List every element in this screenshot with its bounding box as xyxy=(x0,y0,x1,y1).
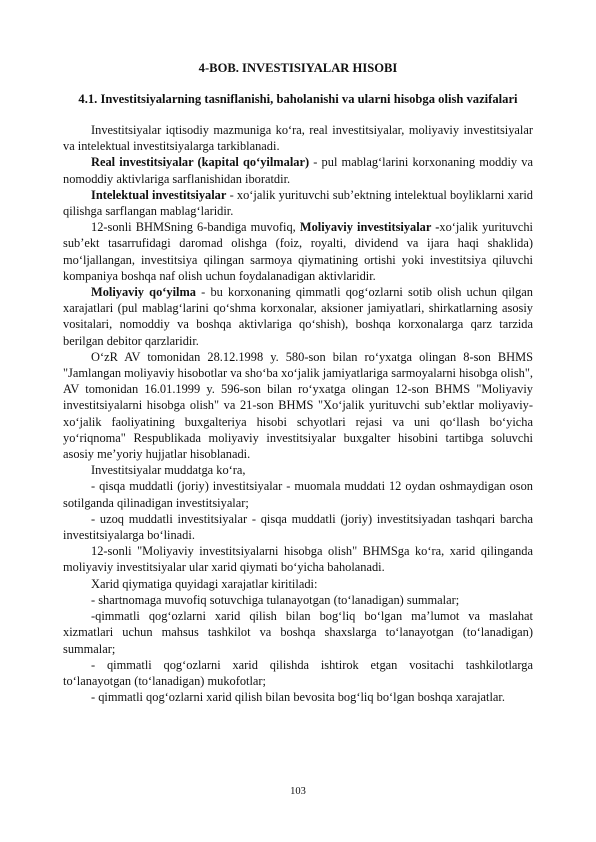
paragraph-text: - bu korxonaning qimmatli qog‘ozlarni sotib olish uchun qilgan xarajatlari (pul mablag‘larini qo‘shma korxonalar, aksioner jamiyatlari, shirkatlarning asosiy vositalari, nomoddiy va boshqa aktivlariga qo‘shish), boshqa korxonalarga qarz tarzida berilgan debitor qarzlaridir. xyxy=(63,285,533,348)
term-financial-deposit: Moliyaviy qo‘yilma xyxy=(91,285,196,300)
document-page xyxy=(63,60,533,705)
paragraph-text: Xarid qiymatiga quyidagi xarajatlar kiritiladi: xyxy=(91,576,318,591)
list-item-other-costs xyxy=(63,689,533,705)
paragraph-text: - shartnomaga muvofiq sotuvchiga tulanayotgan (to‘lanadigan) summalar; xyxy=(91,592,460,607)
term-intellectual-investments: Intelektual investitsiyalar xyxy=(91,187,227,202)
paragraph-text: -qimmatli qog‘ozlarni xarid qilish bilan bog‘liq bo‘lgan ma’lumot va maslahat xizmatlari uchun mahsus tashkilot va boshqa shaxslarga to‘lanayotgan (to‘lanadigan) summalar; xyxy=(63,609,533,656)
paragraph-text: O‘zR AV tomonidan 28.12.1998 y. 580-son bilan ro‘yxatga olingan 8-son BHMS "Jamlangan moliyaviy hisobotlar va sho‘ba xo‘jalik jamiyatlariga sarmoyalarni hisobga olish", AV tomonidan 16.01.1999 y. 596-son bilan ro‘yxatga olingan 12-son BHMS "Moliyaviy investitsiyalarni hisobga olish" va 21-son BHMS "Xo‘jalik yurituvchi sub’ektlar moliyaviy-xo‘jalik faoliyatining buxgalteriya hisobi schyotlari rejasi va uni qo‘llash bo‘yicha yo‘riqnoma" Respublikada moliyaviy investitsiyalar buxgalter hisobini tartibga soluvchi asosiy me’yoriy hujjatlar hisoblanadi. xyxy=(63,349,533,462)
list-item-consulting-fees xyxy=(63,608,533,657)
page-number: 103 xyxy=(290,786,306,797)
paragraph-11 xyxy=(63,576,533,592)
paragraph-2 xyxy=(63,154,533,186)
paragraph-3 xyxy=(63,187,533,219)
paragraph-lead: 12-sonli BHMSning 6-bandiga muvofiq, xyxy=(91,220,300,235)
paragraph-text: - qisqa muddatli (joriy) investitsiyalar - muomala muddati 12 oydan oshmaydigan oson sotilganda qilinadigan investitsiyalar; xyxy=(63,479,533,510)
paragraph-10 xyxy=(63,543,533,575)
list-item-broker-fees xyxy=(63,657,533,689)
paragraph-text: - xo‘jalik yurituvchi sub’ektning intelektual boyliklarni xarid qilishga sarflangan mablag‘laridir. xyxy=(63,187,533,219)
paragraph-1 xyxy=(63,122,533,154)
paragraph-4 xyxy=(63,219,533,284)
list-item-contract-sums xyxy=(63,592,533,608)
paragraph-6 xyxy=(63,349,533,462)
list-item-short-term xyxy=(63,478,533,510)
paragraph-text: xo‘jalik yurituvchi sub’ekt tasarrufidagi daromad olishga (foiz, royalti, dividend va ijara haqi shaklida) mo‘ljallangan, investitsiya qilingan sarmoya qiymatining ortishi yoki investitsiya qiluvchi kompaniya boshqa naf olish uchun foydalanadigan aktivlaridir. xyxy=(63,220,533,283)
term-real-investments: Real investitsiyalar (kapital qo‘yilmalar) xyxy=(91,155,310,170)
paragraph-text: - pul mablag‘larini korxonaning moddiy va nomoddiy aktivlariga sarflanishidan iboratdir. xyxy=(63,155,533,186)
section-title: 4.1. Investitsiyalarning tasniflanishi, baholanishi va ularni hisobga olish vazifalari xyxy=(78,92,518,106)
paragraph-5 xyxy=(63,284,533,349)
paragraph-text: Investitsiyalar muddatga ko‘ra, xyxy=(91,463,246,478)
paragraph-text: - qimmatli qog‘ozlarni xarid qilishda ishtirok etgan vositachi tashkilotlarga to‘lanayotgan (to‘lanadigan) mukofotlar; xyxy=(63,657,533,688)
paragraph-7 xyxy=(63,462,533,478)
paragraph-text: Investitsiyalar iqtisodiy mazmuniga ko‘ra, real investitsiyalar, moliyaviy investitsiyalar va intelektual investitsiyalarga tarkiblanadi. xyxy=(63,123,533,154)
paragraph-text: - uzoq muddatli investitsiyalar - qisqa muddatli (joriy) investitsiyadan tashqari barcha investitsiyalarga bo‘linadi. xyxy=(63,511,533,543)
body-text xyxy=(63,122,533,705)
list-item-long-term xyxy=(63,511,533,543)
chapter-title: 4-BOB. INVESTISIYALAR HISOBI xyxy=(198,61,398,75)
term-financial-investments: Moliyaviy investitsiyalar - xyxy=(299,220,440,235)
paragraph-text: 12-sonli "Moliyaviy investitsiyalarni hisobga olish" BHMSga ko‘ra, xarid qilinganda moliyaviy investitsiyalar ular xarid qiymati bo‘yicha baholanadi. xyxy=(63,544,533,575)
paragraph-text: - qimmatli qog‘ozlarni xarid qilish bilan bevosita bog‘liq bo‘lgan boshqa xarajatlar. xyxy=(91,690,505,705)
